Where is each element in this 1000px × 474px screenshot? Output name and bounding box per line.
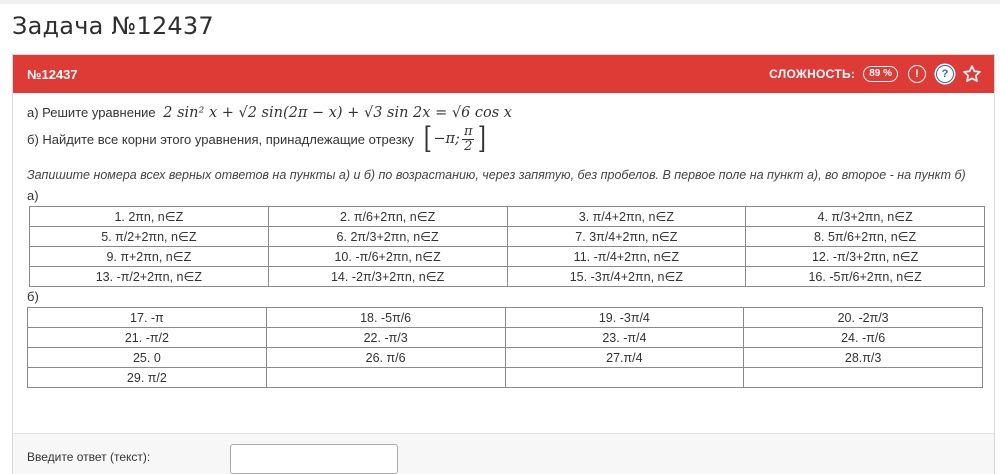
option-cell: 22. -π/3 xyxy=(266,328,505,348)
difficulty-label: СЛОЖНОСТЬ: xyxy=(769,67,856,81)
part-a-label: а) xyxy=(27,188,39,203)
option-cell: 13. -π/2+2πn, n∈Z xyxy=(30,267,269,287)
right-bracket: ] xyxy=(478,121,487,156)
instructions: Запишите номера всех верных ответов на пункты а) и б) по возрастанию, через запятую, без пробелов. В первое поле на пункт а), во второе - на пункт б) xyxy=(27,168,966,182)
table-row xyxy=(28,308,983,328)
option-cell: 11. -π/4+2πn, n∈Z xyxy=(507,247,746,267)
table-row xyxy=(30,247,985,267)
option-cell: 26. π/6 xyxy=(266,348,505,368)
option-cell: 20. -2π/3 xyxy=(744,308,983,328)
option-cell: 18. -5π/6 xyxy=(266,308,505,328)
report-icon[interactable]: ! xyxy=(908,65,926,83)
task-header xyxy=(13,55,994,93)
help-icon[interactable]: ? xyxy=(936,65,954,83)
option-cell: 3. π/4+2πn, n∈Z xyxy=(507,207,746,227)
fraction-denominator: 2 xyxy=(464,138,473,154)
task-body xyxy=(13,93,994,388)
option-cell xyxy=(505,368,744,388)
part-a-text: а) Решите уравнение xyxy=(27,105,160,120)
fraction-numerator: π xyxy=(463,123,473,139)
part-b-text: б) Найдите все корни этого уравнения, принадлежащие отрезку xyxy=(27,131,418,147)
option-cell xyxy=(266,368,505,388)
part-a-options-wrap xyxy=(29,206,980,287)
table-row xyxy=(30,267,985,287)
option-cell: 15. -3π/4+2πn, n∈Z xyxy=(507,267,746,287)
option-cell: 10. -π/6+2πn, n∈Z xyxy=(268,247,507,267)
answer-area xyxy=(13,433,994,474)
table-row xyxy=(28,328,983,348)
option-cell: 12. -π/3+2πn, n∈Z xyxy=(746,247,985,267)
option-cell: 1. 2πn, n∈Z xyxy=(30,207,269,227)
part-b-label: б) xyxy=(27,289,39,304)
favorite-star-icon[interactable] xyxy=(962,64,982,84)
left-bracket: [ xyxy=(423,121,432,156)
part-a-statement xyxy=(27,104,980,121)
equation: 2 sin² x + √2 sin(2π − x) + √3 sin 2x = √6 cos x xyxy=(163,104,512,121)
option-cell: 29. π/2 xyxy=(28,368,267,388)
task-number: №12437 xyxy=(27,66,78,82)
option-cell: 7. 3π/4+2πn, n∈Z xyxy=(507,227,746,247)
option-cell: 21. -π/2 xyxy=(28,328,267,348)
top-rule xyxy=(0,0,1000,4)
answer-label: Введите ответ (текст): xyxy=(27,450,151,464)
difficulty-badge: 89 % xyxy=(863,66,898,82)
option-cell: 8. 5π/6+2πn, n∈Z xyxy=(746,227,985,247)
option-cell: 9. π+2πn, n∈Z xyxy=(30,247,269,267)
part-b-options-table xyxy=(27,307,983,388)
option-cell: 23. -π/4 xyxy=(505,328,744,348)
table-row xyxy=(30,227,985,247)
option-cell: 27.π/4 xyxy=(505,348,744,368)
interval xyxy=(422,121,489,156)
part-b-statement xyxy=(27,121,980,157)
table-row xyxy=(30,207,985,227)
table-row xyxy=(28,368,983,388)
interval-left: −π; xyxy=(433,131,460,147)
task-card xyxy=(12,54,995,474)
answer-input[interactable] xyxy=(230,444,398,474)
option-cell: 19. -3π/4 xyxy=(505,308,744,328)
option-cell: 4. π/3+2πn, n∈Z xyxy=(746,207,985,227)
option-cell: 25. 0 xyxy=(28,348,267,368)
option-cell: 17. -π xyxy=(28,308,267,328)
option-cell: 16. -5π/6+2πn, n∈Z xyxy=(746,267,985,287)
header-controls xyxy=(769,64,982,84)
option-cell: 14. -2π/3+2πn, n∈Z xyxy=(268,267,507,287)
option-cell: 28.π/3 xyxy=(744,348,983,368)
option-cell: 24. -π/6 xyxy=(744,328,983,348)
table-row xyxy=(28,348,983,368)
page-title: Задача №12437 xyxy=(12,12,214,40)
option-cell: 6. 2π/3+2πn, n∈Z xyxy=(268,227,507,247)
option-cell: 2. π/6+2πn, n∈Z xyxy=(268,207,507,227)
option-cell: 5. π/2+2πn, n∈Z xyxy=(30,227,269,247)
option-cell xyxy=(744,368,983,388)
interval-fraction xyxy=(462,125,475,154)
part-a-options-table xyxy=(29,206,985,287)
